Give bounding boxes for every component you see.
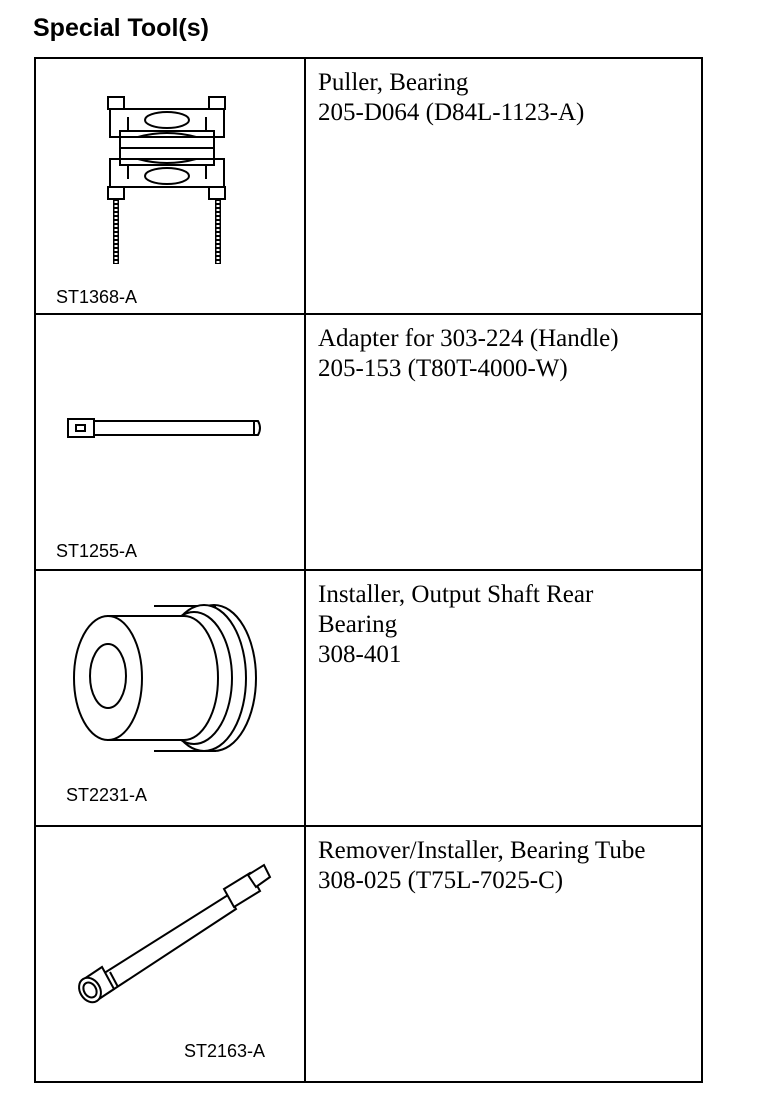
tool-row [35,570,702,826]
tool-description-cell [305,826,702,1082]
tool-code: ST1255-A [56,541,138,561]
tool-illustration-cell [35,58,305,314]
tool-name: Adapter for 303-224 (Handle) [318,325,619,352]
tool-number: 308-025 (T75L-7025-C) [318,867,564,894]
tool-row [35,314,702,570]
tool-description-cell [305,58,702,314]
tool-number: 205-153 (T80T-4000-W) [318,355,568,382]
tool-row [35,58,702,314]
bearing-puller-icon [36,59,304,313]
page-title: Special Tool(s) [33,14,209,42]
tool-name: Installer, Output Shaft Rear [318,581,594,608]
tool-name: Puller, Bearing [318,69,469,96]
tool-code: ST1368-A [56,287,138,307]
tool-illustration-cell [35,314,305,570]
special-tools-table [34,57,703,1083]
tool-name: Remover/Installer, Bearing Tube [318,837,646,864]
tool-name-continued: Bearing [318,611,398,638]
tool-description-cell [305,570,702,826]
tool-number: 205-D064 (D84L-1123-A) [318,99,585,126]
handle-adapter-icon [36,315,304,569]
tool-code: ST2163-A [184,1041,266,1061]
tool-row [35,826,702,1082]
tool-number: 308-401 [318,641,402,668]
tool-code: ST2231-A [66,785,148,805]
tool-illustration-cell [35,570,305,826]
tool-illustration-cell [35,826,305,1082]
tool-description-cell [305,314,702,570]
